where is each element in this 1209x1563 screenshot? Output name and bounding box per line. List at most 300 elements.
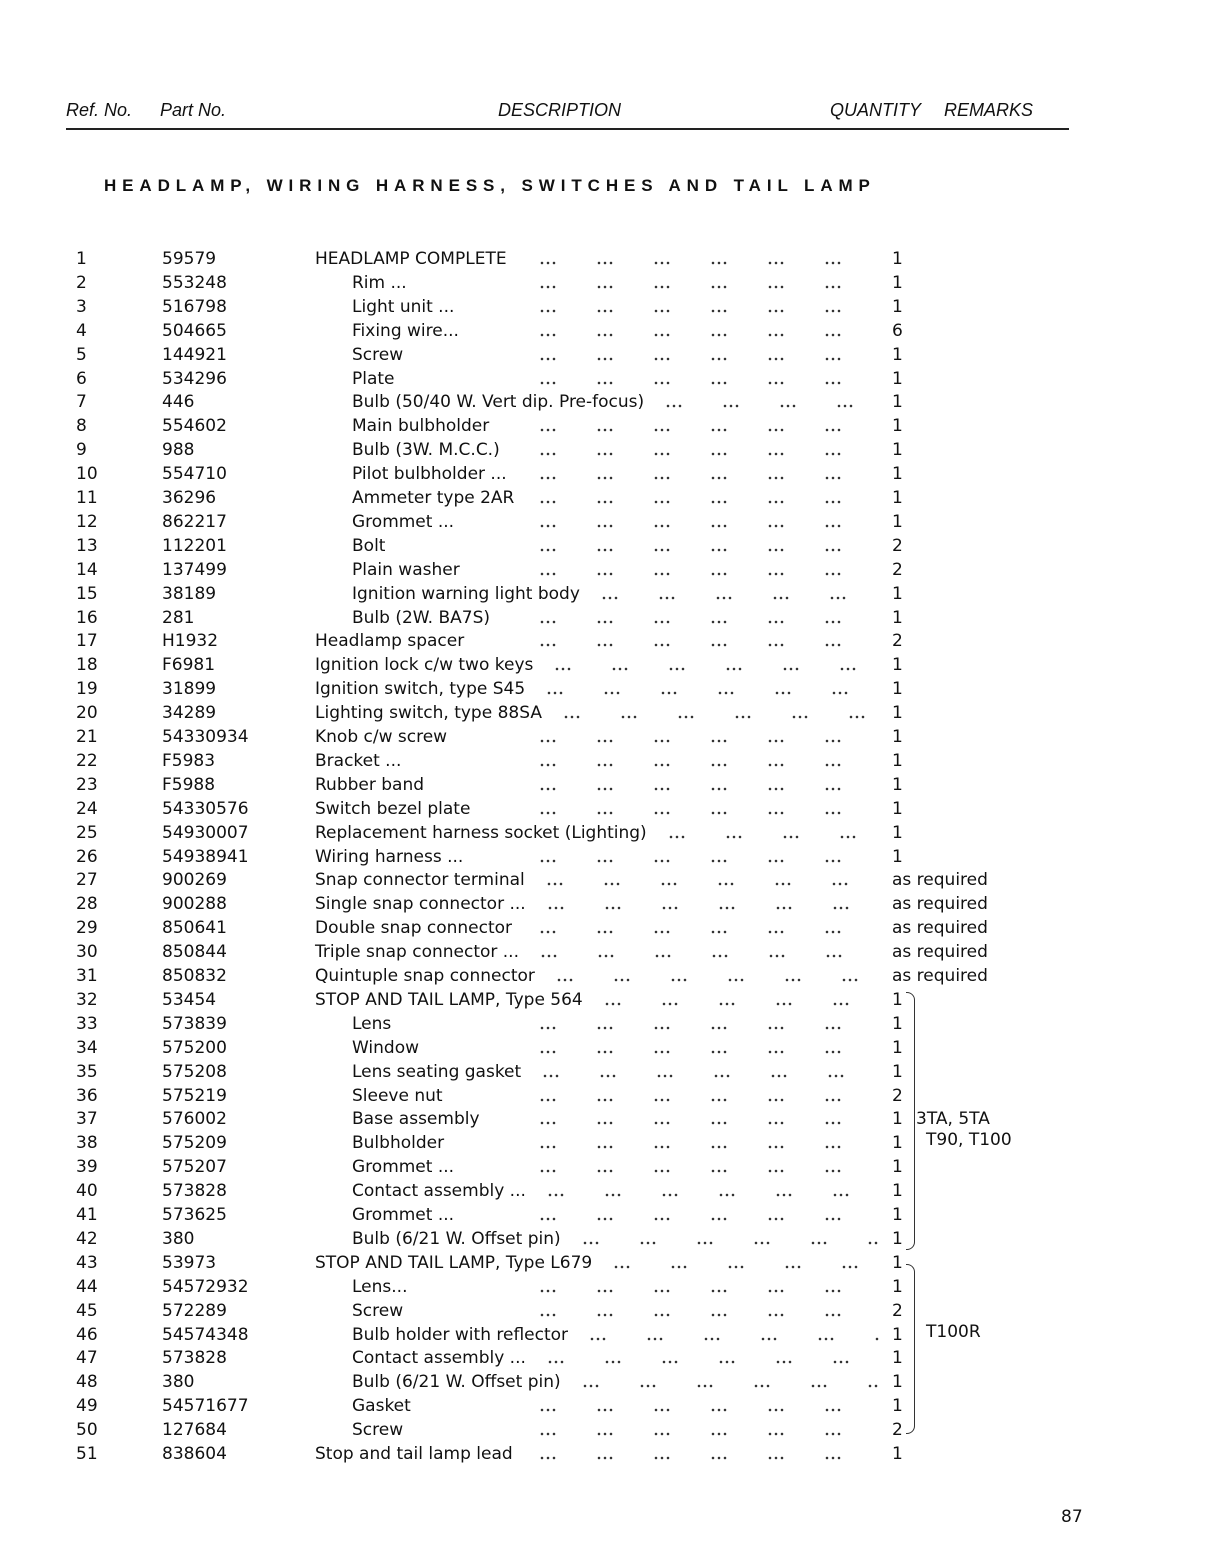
part-no: 53454 [162,989,217,1010]
table-row [0,1348,1209,1372]
ref-no: 31 [76,966,98,986]
quantity: 1 [892,392,903,413]
description: Bulbholder [352,1133,445,1154]
description: Double snap connector [315,918,513,939]
description: Bulb (3W. M.C.C.) [352,440,500,461]
leader-dots [540,1157,880,1177]
table-row [0,1109,1209,1133]
table-row [0,1157,1209,1181]
description: Quintuple snap connector [315,966,535,986]
table-row [0,775,1209,799]
leader-dots [540,345,880,365]
table-row [0,727,1209,751]
part-no: 504665 [162,320,227,341]
table-row [0,584,1209,608]
page-number: 87 [1061,1507,1083,1527]
ref-no: 33 [76,1013,98,1034]
part-no: 553248 [162,272,227,293]
description: Grommet ... [352,1205,455,1225]
part-no: 575219 [162,1085,227,1106]
ref-no: 6 [76,368,87,389]
quantity: 2 [892,535,903,556]
description: Stop and tail lamp lead [315,1444,513,1464]
quantity: 2 [892,1420,903,1441]
description: Rim ... [352,272,407,293]
leader-dots [548,894,880,914]
quantity: 1 [892,1324,903,1345]
leader-dots [548,1348,880,1368]
part-no: 127684 [162,1420,227,1441]
quantity: as required [892,942,988,963]
part-no: 54330934 [162,727,249,747]
description: Replacement harness socket (Lighting) [315,822,647,843]
description: Snap connector terminal [315,870,525,891]
description: Base assembly [352,1109,480,1130]
leader-dots [614,1253,880,1273]
quantity: 1 [892,583,903,604]
part-no: 838604 [162,1444,227,1464]
part-no: 554710 [162,464,227,485]
description: Fixing wire... [352,320,459,341]
description: Ignition switch, type S45 [315,679,526,700]
leader-dots [540,249,880,269]
quantity: 1 [892,440,903,461]
part-no: 59579 [162,249,217,269]
part-no: F6981 [162,655,216,676]
ref-no: 41 [76,1205,98,1225]
part-no: 53973 [162,1252,217,1273]
quantity: 1 [892,1181,903,1202]
description: Grommet ... [352,511,455,532]
table-row [0,512,1209,536]
description: Grommet ... [352,1157,455,1178]
quantity: 2 [892,631,903,652]
quantity: 1 [892,1348,903,1369]
part-no: 900269 [162,870,227,891]
table-row [0,1372,1209,1396]
table-row [0,655,1209,679]
leader-dots [547,870,880,890]
ref-no: 37 [76,1109,98,1130]
description: Contact assembly ... [352,1181,526,1202]
description: Knob c/w screw [315,727,448,747]
description: Ignition lock c/w two keys [315,655,534,676]
quantity: 1 [892,1061,903,1082]
table-row [0,823,1209,847]
ref-no: 29 [76,918,98,939]
ref-no: 19 [76,679,98,700]
leader-dots [540,799,880,819]
description: Triple snap connector ... [315,942,519,963]
ref-no: 2 [76,272,87,293]
table-row [0,536,1209,560]
table-row [0,440,1209,464]
ref-no: 38 [76,1133,98,1154]
quantity: 1 [892,1133,903,1154]
description: Switch bezel plate [315,798,471,819]
ref-no: 28 [76,894,98,915]
quantity: 1 [892,1372,903,1393]
part-no: H1932 [162,631,219,652]
part-no: 380 [162,1228,195,1249]
part-no: 900288 [162,894,227,915]
table-row [0,1133,1209,1157]
leader-dots [555,655,880,675]
leader-dots [548,1181,880,1201]
description: Plate [352,368,395,389]
header-ref-no: Ref. No. [66,100,133,120]
part-no: 516798 [162,296,227,317]
remarks-line: T100R [926,1322,981,1342]
description: Bulb (6/21 W. Offset pin) [352,1372,561,1393]
table-row [0,1444,1209,1468]
ref-no: 22 [76,750,98,771]
section-title: HEADLAMP, WIRING HARNESS, SWITCHES AND TAIL LAMP [104,176,876,195]
leader-dots [540,1086,880,1106]
leader-dots [540,1205,880,1225]
ref-no: 48 [76,1372,98,1393]
quantity: 1 [892,1444,903,1464]
quantity: 2 [892,1300,903,1321]
leader-dots [540,1301,880,1321]
quantity: 1 [892,1228,903,1249]
table-row [0,1014,1209,1038]
ref-no: 25 [76,822,98,843]
description: Lighting switch, type 88SA [315,703,542,724]
part-no: F5988 [162,774,216,795]
table-row [0,345,1209,369]
table-row [0,847,1209,871]
leader-dots [540,369,880,389]
ref-no: 42 [76,1228,98,1249]
quantity: 1 [892,368,903,389]
ref-no: 49 [76,1396,98,1417]
leader-dots [540,297,880,317]
table-row [0,1062,1209,1086]
ref-no: 15 [76,583,98,604]
quantity: 1 [892,1109,903,1130]
quantity: 1 [892,344,903,365]
table-row [0,990,1209,1014]
description: Headlamp spacer [315,631,465,652]
ref-no: 18 [76,655,98,676]
table-row [0,369,1209,393]
ref-no: 26 [76,846,98,867]
leader-dots [540,751,880,771]
ref-no: 23 [76,774,98,795]
remarks-line: T90, T100 [926,1130,1012,1150]
leader-dots [540,1420,880,1440]
part-no: 380 [162,1372,195,1393]
description: Rubber band [315,774,425,795]
table-row [0,1301,1209,1325]
ref-no: 36 [76,1085,98,1106]
leader-dots [540,488,880,508]
part-no: 850641 [162,918,227,939]
bracket-type-l679 [906,1264,915,1434]
ref-no: 4 [76,320,87,341]
description: STOP AND TAIL LAMP, Type L679 [315,1252,593,1273]
ref-no: 16 [76,607,98,628]
header-quantity: QUANTITY [830,100,922,120]
quantity: 1 [892,607,903,628]
part-no: 54930007 [162,822,249,843]
quantity: 1 [892,989,903,1010]
table-row [0,679,1209,703]
ref-no: 21 [76,727,98,747]
quantity: 1 [892,822,903,843]
table-row [0,249,1209,273]
part-no: 144921 [162,344,227,365]
table-row [0,799,1209,823]
description: Wiring harness ... [315,846,464,867]
ref-no: 27 [76,870,98,891]
part-no: 573828 [162,1348,227,1369]
table-row [0,1181,1209,1205]
description: Bulb (2W. BA7S) [352,607,491,628]
description: Main bulbholder [352,416,490,437]
description: Ammeter type 2AR [352,488,515,508]
quantity: 1 [892,798,903,819]
leader-dots [540,321,880,341]
part-no: 573839 [162,1013,227,1034]
ref-no: 11 [76,488,98,508]
ref-no: 47 [76,1348,98,1369]
part-no: 572289 [162,1300,227,1321]
ref-no: 3 [76,296,87,317]
part-no: 54330576 [162,798,249,819]
quantity: 6 [892,320,903,341]
ref-no: 20 [76,703,98,724]
leader-dots [564,703,880,723]
leader-dots [540,1109,880,1129]
remarks-line: 3TA, 5TA [916,1109,990,1129]
ref-no: 34 [76,1037,98,1058]
ref-no: 5 [76,344,87,365]
table-row [0,416,1209,440]
leader-dots [540,536,880,556]
ref-no: 50 [76,1420,98,1441]
quantity: 2 [892,559,903,580]
ref-no: 1 [76,249,87,269]
part-no: F5983 [162,750,216,771]
part-no: 534296 [162,368,227,389]
description: Pilot bulbholder ... [352,464,507,485]
part-no: 54571677 [162,1396,249,1417]
table-row [0,703,1209,727]
table-row [0,870,1209,894]
quantity: 1 [892,846,903,867]
part-no: 576002 [162,1109,227,1130]
leader-dots [540,440,880,460]
ref-no: 12 [76,511,98,532]
quantity: 1 [892,1396,903,1417]
quantity: 1 [892,1205,903,1225]
quantity: 1 [892,1013,903,1034]
table-row [0,1086,1209,1110]
leader-dots [540,416,880,436]
table-row [0,631,1209,655]
leader-dots [540,1396,880,1416]
part-no: 281 [162,607,195,628]
table-row [0,1229,1209,1253]
leader-dots [540,631,880,651]
part-no: 573625 [162,1205,227,1225]
leader-dots [547,679,880,699]
leader-dots [541,942,880,962]
description: Lens... [352,1276,408,1297]
description: Window [352,1037,420,1058]
quantity: 2 [892,1085,903,1106]
description: Bracket ... [315,750,402,771]
leader-dots [540,727,880,747]
description: Screw [352,1300,404,1321]
header-part-no: Part No. [160,100,227,120]
quantity: 1 [892,416,903,437]
leader-dots [669,823,880,843]
table-row [0,297,1209,321]
leader-dots [557,966,880,986]
table-row [0,894,1209,918]
part-no: 34289 [162,703,217,724]
table-row [0,392,1209,416]
description: Ignition warning light body [352,583,580,604]
remarks-type-564 [916,1109,1012,1151]
leader-dots [540,560,880,580]
leader-dots [540,512,880,532]
quantity: 1 [892,655,903,676]
description: Bolt [352,535,386,556]
quantity: as required [892,870,988,891]
table-row [0,1253,1209,1277]
table-row [0,464,1209,488]
table-row [0,751,1209,775]
description: Bulb (50/40 W. Vert dip. Pre-focus) [352,392,645,413]
table-row [0,966,1209,990]
part-no: 575207 [162,1157,227,1178]
table-row [0,942,1209,966]
quantity: as required [892,918,988,939]
ref-no: 14 [76,559,98,580]
part-no: 446 [162,392,195,413]
description: Contact assembly ... [352,1348,526,1369]
table-row [0,1420,1209,1444]
table-row [0,1038,1209,1062]
description: Bulb holder with reflector [352,1324,569,1345]
table-row [0,488,1209,512]
table-row [0,560,1209,584]
quantity: 1 [892,488,903,508]
ref-no: 46 [76,1324,98,1345]
ref-no: 30 [76,942,98,963]
header-description: DESCRIPTION [498,100,622,120]
quantity: 1 [892,1276,903,1297]
leader-dots [540,1014,880,1034]
ref-no: 44 [76,1276,98,1297]
leader-dots [602,584,880,604]
leader-dots [540,1133,880,1153]
table-row [0,273,1209,297]
leader-dots [583,1372,880,1392]
quantity: 1 [892,511,903,532]
ref-no: 35 [76,1061,98,1082]
description: Sleeve nut [352,1085,443,1106]
table-row [0,608,1209,632]
part-no: 575208 [162,1061,227,1082]
quantity: 1 [892,296,903,317]
quantity: 1 [892,464,903,485]
quantity: 1 [892,1037,903,1058]
part-no: 54574348 [162,1324,249,1345]
ref-no: 13 [76,535,98,556]
part-no: 112201 [162,535,227,556]
ref-no: 40 [76,1181,98,1202]
quantity: 1 [892,1252,903,1273]
part-no: 862217 [162,511,227,532]
leader-dots [605,990,880,1010]
description: Screw [352,1420,404,1441]
table-row [0,1325,1209,1349]
part-no: 575200 [162,1037,227,1058]
column-header [66,100,1069,130]
part-no: 988 [162,440,195,461]
part-no: 38189 [162,583,217,604]
leader-dots [540,1038,880,1058]
table-row [0,918,1209,942]
description: Plain washer [352,559,460,580]
table-row [0,321,1209,345]
table-row [0,1277,1209,1301]
quantity: 1 [892,679,903,700]
quantity: 1 [892,249,903,269]
ref-no: 10 [76,464,98,485]
leader-dots [540,1277,880,1297]
description: HEADLAMP COMPLETE [315,249,507,269]
part-no: 554602 [162,416,227,437]
leader-dots [540,608,880,628]
part-no: 31899 [162,679,217,700]
part-no: 54572932 [162,1276,249,1297]
ref-no: 51 [76,1444,98,1464]
part-no: 573828 [162,1181,227,1202]
leader-dots [583,1229,880,1249]
description: Bulb (6/21 W. Offset pin) [352,1228,561,1249]
part-no: 54938941 [162,846,249,867]
leader-dots [540,847,880,867]
quantity: as required [892,966,988,986]
table-row [0,1396,1209,1420]
part-no: 850844 [162,942,227,963]
leader-dots [540,273,880,293]
part-no: 137499 [162,559,227,580]
part-no: 575209 [162,1133,227,1154]
ref-no: 8 [76,416,87,437]
leader-dots [540,1444,880,1464]
quantity: 1 [892,774,903,795]
description: Screw [352,344,404,365]
leader-dots [540,918,880,938]
leader-dots [540,775,880,795]
description: Lens seating gasket [352,1061,522,1082]
ref-no: 39 [76,1157,98,1178]
leader-dots [543,1062,880,1082]
quantity: 1 [892,703,903,724]
leader-dots [590,1325,880,1345]
ref-no: 24 [76,798,98,819]
part-no: 850832 [162,966,227,986]
ref-no: 43 [76,1252,98,1273]
description: Lens [352,1013,392,1034]
